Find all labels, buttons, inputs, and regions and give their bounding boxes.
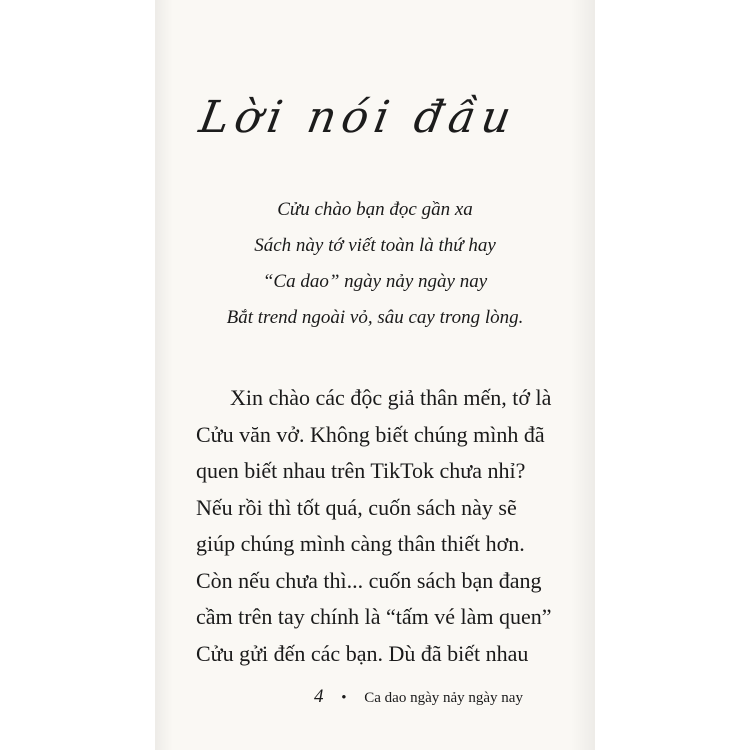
body-paragraph	[196, 380, 566, 672]
footer-separator: •	[341, 690, 347, 706]
running-title: Ca dao ngày nảy ngày nay	[364, 690, 523, 706]
chapter-title: Lời nói đầu	[195, 92, 521, 143]
page-right-shadow	[571, 0, 595, 750]
body-line: Còn nếu chưa thì... cuốn sách bạn đang	[196, 567, 542, 593]
poem-line: “Ca dao” ngày nảy ngày nay	[262, 271, 488, 292]
page-footer	[314, 686, 523, 708]
body-line: giúp chúng mình càng thân thiết hơn.	[196, 531, 525, 556]
body-line: Cửu gửi đến các bạn. Dù đã biết nhau	[196, 640, 529, 666]
body-line: Nếu rồi thì tốt quá, cuốn sách này sẽ	[196, 494, 517, 520]
body-line: Cửu văn vở. Không biết chúng mình đã	[196, 421, 545, 447]
body-line: cầm trên tay chính là “tấm vé làm quen”	[196, 604, 552, 629]
poem-line: Sách này tớ viết toàn là thứ hay	[254, 235, 496, 256]
page-number: 4	[314, 686, 324, 707]
body-line: Xin chào các độc giả thân mến, tớ là	[230, 385, 552, 410]
opening-poem	[195, 192, 555, 336]
page-left-shadow	[155, 0, 173, 750]
poem-line: Bắt trend ngoài vỏ, sâu cay trong lòng.	[226, 307, 524, 328]
body-line: quen biết nhau trên TikTok chưa nhỉ?	[196, 458, 526, 483]
poem-line: Cửu chào bạn đọc gần xa	[277, 199, 473, 220]
